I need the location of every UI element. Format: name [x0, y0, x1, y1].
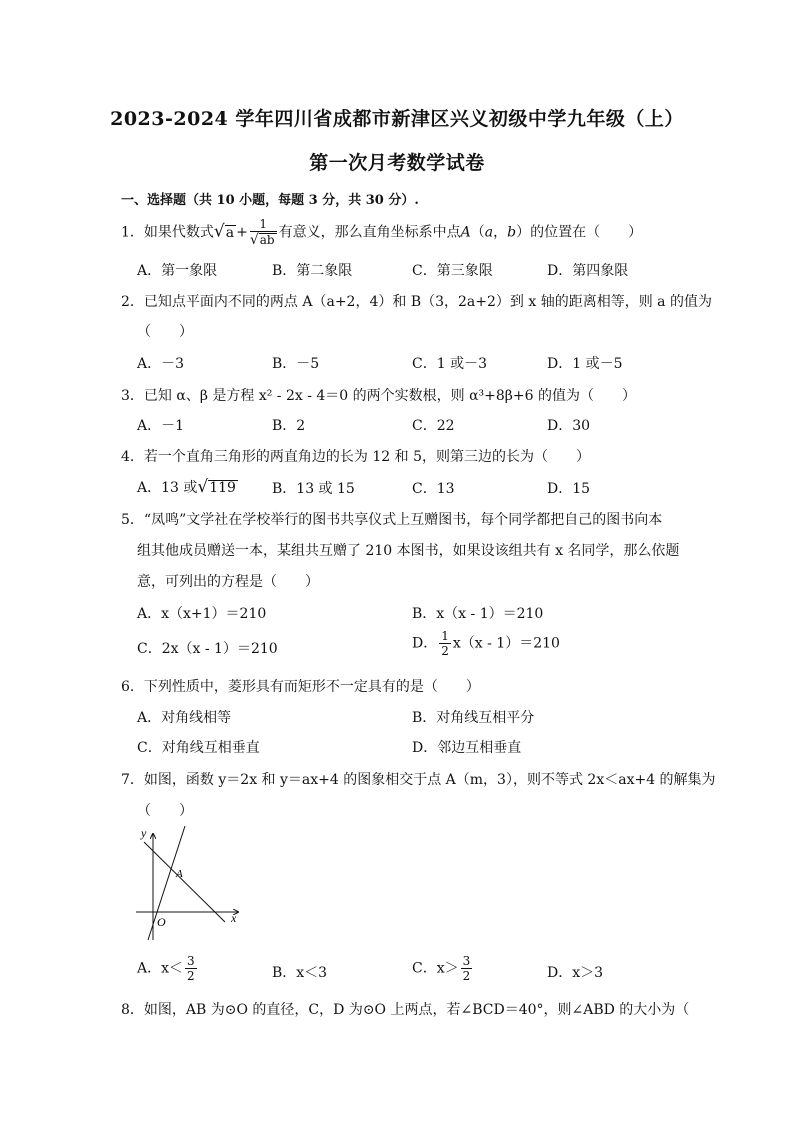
option-a: A．对角线相等: [137, 710, 232, 726]
fraction-denominator: [250, 232, 277, 247]
text: （: [470, 224, 485, 241]
radicand: ab: [259, 233, 275, 247]
radical-sign: √: [213, 221, 225, 242]
option-a: [137, 955, 199, 982]
question-5-line2: 组其他成员赠送一本，某组共互赠了 210 本图书，如果设该组共有 x 名同学，那么依题: [137, 543, 680, 559]
option-text: A．13 或: [137, 480, 198, 496]
radical-sign: √: [249, 232, 259, 248]
option-b: B．2: [272, 418, 306, 434]
radical-sign: √: [197, 477, 209, 497]
radicand: 119: [209, 480, 236, 496]
option-c: C．1 或－3: [412, 356, 487, 372]
paper-title-line1: 2023-2024 学年四川省成都市新津区兴义初级中学九年级（上）: [110, 108, 684, 130]
question-number: 8．: [121, 1002, 144, 1018]
question-4: [121, 446, 590, 466]
option-b: B．x＜3: [272, 965, 328, 981]
option-d: D．邻边互相垂直: [412, 740, 522, 756]
function-graph: [134, 824, 246, 944]
fraction-denominator: 2: [187, 969, 195, 983]
question-3: [121, 385, 636, 405]
line-y-ax-4: [144, 842, 225, 922]
question-2: [121, 291, 712, 311]
option-a: A．－1: [137, 418, 185, 434]
point-a-label: A: [176, 868, 183, 880]
question-text: “凤鸣”文学社在学校举行的图书共享仪式上互赠图书，每个同学都把自己的图书向本: [143, 512, 663, 528]
question-text: 下列性质中，菱形具有而矩形不一定具有的是（ ）: [143, 679, 480, 695]
text: ，: [493, 224, 508, 241]
question-2-blank: （ ）: [137, 324, 193, 340]
question-6: [121, 676, 480, 696]
question-text: 如果代数式: [143, 224, 214, 241]
option-text: A．x＜: [137, 960, 184, 977]
question-number: 6．: [121, 679, 144, 695]
question-number: 3．: [121, 388, 144, 404]
option-a: A．x（x+1）＝210: [137, 606, 267, 622]
var: A: [460, 224, 471, 241]
option-text: C．x＞: [412, 960, 459, 977]
question-8: [121, 999, 689, 1019]
option-text: x（x - 1）＝210: [452, 635, 560, 652]
question-number: 7．: [121, 772, 144, 788]
question-text: 有意义，那么直角坐标系中点: [278, 224, 461, 241]
question-5-line3: 意，可列出的方程是（ ）: [137, 574, 319, 590]
option-d: D．30: [547, 418, 591, 434]
option-b: B．对角线互相平分: [412, 710, 535, 726]
question-text: 已知点平面内不同的两点 A（a+2，4）和 B（3，2a+2）到 x 轴的距离相等，则 a 的值为: [143, 294, 712, 310]
question-7: [121, 769, 716, 789]
text: ）的位置在（ ）: [516, 224, 643, 241]
fraction-numerator: 3: [462, 954, 471, 968]
option-b: B．13 或 15: [272, 481, 355, 497]
section-heading: 一、选择题（共 10 小题，每题 3 分，共 30 分）.: [121, 193, 419, 208]
var: a: [484, 224, 494, 241]
radicand: a: [225, 224, 235, 241]
option-b: B．x（x - 1）＝210: [412, 606, 544, 622]
question-text: 如图，函数 y＝2x 和 y＝ax+4 的图象相交于点 A（m，3），则不等式 2x＜ax+4 的解集为: [143, 772, 716, 788]
fraction: [439, 630, 451, 657]
option-d: D．15: [547, 481, 591, 497]
question-5: [121, 509, 662, 529]
option-a: A．第一象限: [137, 263, 218, 279]
fraction: [185, 955, 197, 982]
option-a: [137, 477, 238, 497]
question-number: 4．: [121, 449, 144, 465]
var: b: [507, 224, 517, 241]
x-axis-label: x: [231, 911, 237, 925]
option-b: B．－5: [272, 356, 320, 372]
question-text: 若一个直角三角形的两直角边的长为 12 和 5，则第三边的长为（ ）: [143, 449, 590, 465]
question-text: 如图，AB 为⊙O 的直径，C，D 为⊙O 上两点，若∠BCD＝40°，则∠ABD 的大小为（: [143, 1002, 690, 1018]
option-d: [412, 630, 560, 657]
option-text: D．: [412, 635, 438, 652]
y-axis-label: y: [141, 826, 147, 840]
line-y-2x: [148, 826, 185, 940]
fraction: [250, 218, 277, 247]
option-c: C．13: [412, 481, 455, 497]
option-a: A．－3: [137, 356, 185, 372]
fraction: [461, 955, 473, 982]
fraction-numerator: 1: [441, 629, 449, 643]
origin-label: O: [157, 915, 166, 929]
question-1: [121, 218, 642, 247]
plus-sign: +: [236, 224, 248, 241]
question-number: 2．: [121, 294, 144, 310]
question-number: 5．: [121, 512, 144, 528]
option-c: C．2x（x - 1）＝210: [137, 641, 278, 657]
option-d: D．1 或－5: [547, 356, 623, 372]
fraction-denominator: 2: [441, 644, 449, 658]
fraction-numerator: 1: [250, 218, 277, 232]
question-text: 已知 α、β 是方程 x² - 2x - 4＝0 的两个实数根，则 α³+8β+6 的值为（ ）: [143, 388, 636, 404]
option-d: D．第四象限: [547, 263, 629, 279]
question-7-blank: （ ）: [137, 803, 193, 819]
option-c: C．对角线互相垂直: [137, 740, 260, 756]
option-c: C．22: [412, 418, 455, 434]
option-c: C．第三象限: [412, 263, 493, 279]
option-d: D．x＞3: [547, 965, 604, 981]
question-number: 1．: [121, 224, 144, 241]
option-b: B．第二象限: [272, 263, 353, 279]
option-c: [412, 955, 474, 982]
fraction-denominator: 2: [462, 969, 471, 983]
paper-title-line2: 第一次月考数学试卷: [309, 152, 485, 174]
fraction-numerator: 3: [187, 954, 195, 968]
